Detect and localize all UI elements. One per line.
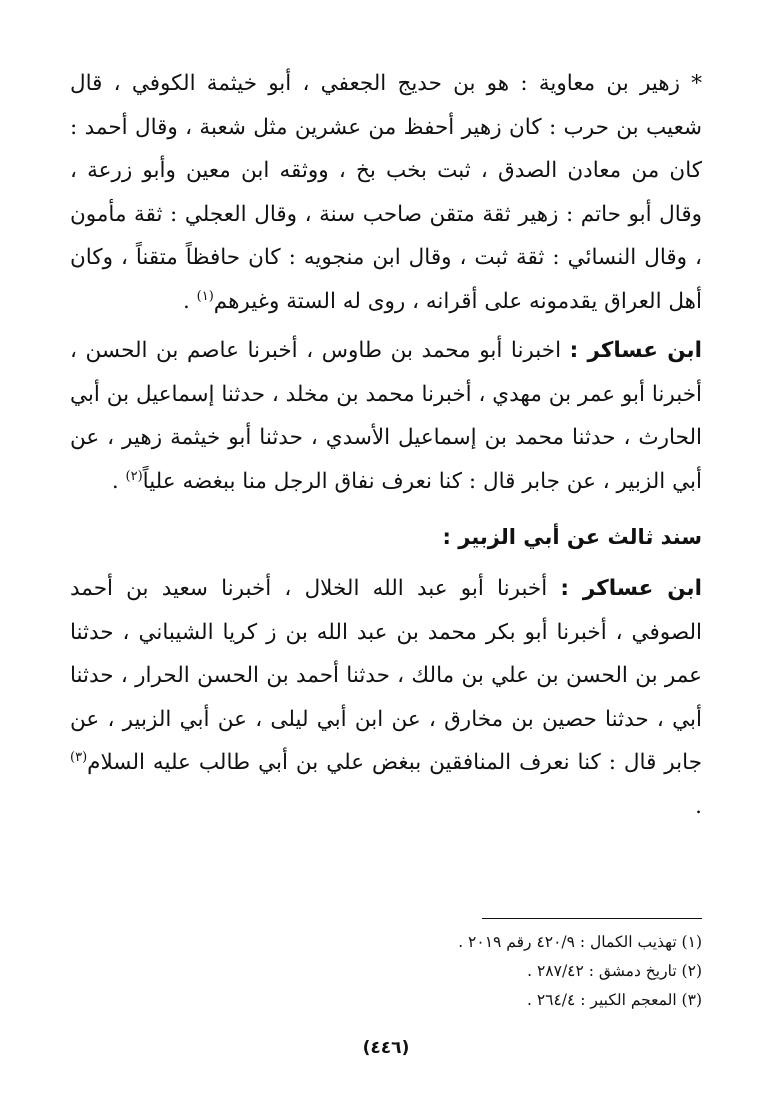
section-heading (70, 517, 702, 557)
footnote-divider (482, 918, 702, 919)
footnote-ref-2[interactable]: (٢) (125, 468, 143, 484)
source-label: ابن عساكر : (560, 576, 702, 601)
paragraph-text: * زهير بن معاوية : هو بن حديج الجعفي ، أبو خيثمة الكوفي ، قال شعيب بن حرب : كان زهير أحفظ من عشرين مثل شعبة ، وقال أحمد : كان من معادن الصدق ، ثبت بخب بخ ، ووثقه ابن معين وأبو زرعة ، وقال أبو حاتم : زهير ثقة متقن صاحب سنة ، وقال العجلي : ثقة مأمون ، وقال النسائي : ثقة ثبت ، وقال ابن منجويه : كان حافظاً متقناً ، وكان أهل العراق يقدمونه على أقرانه ، روى له الستة وغيرهم (70, 71, 702, 314)
footnote-2: (٢) تاريخ دمشق : ٢٨٧/٤٢ . (527, 962, 702, 980)
paragraph-chain-2 (70, 567, 702, 828)
footnote-ref-1[interactable]: (١) (196, 288, 214, 304)
footnote-1: (١) تهذيب الكمال : ٤٢٠/٩ رقم ٢٠١٩ . (458, 933, 702, 951)
paragraph-end: . (111, 468, 126, 494)
footnote-3: (٣) المعجم الكبير : ٢٦٤/٤ . (526, 991, 702, 1009)
source-label: ابن عساكر : (569, 338, 702, 363)
paragraph-end: . (182, 288, 197, 314)
page-body (70, 62, 702, 828)
section-heading-colon: : (442, 525, 459, 549)
paragraph-narrator-bio (70, 62, 702, 323)
paragraph-end: . (695, 793, 702, 819)
paragraph-text: أخبرنا أبو عبد الله الخلال ، أخبرنا سعيد بن أحمد الصوفي ، أخبرنا أبو بكر محمد بن عبد الله بن ز كريا الشيباني ، حدثنا عمر بن الحسن بن علي بن مالك ، حدثنا أحمد بن الحسن الحرار ، حدثنا أبي ، حدثنا حصين بن مخارق ، عن ابن أبي ليلى ، عن أبي الزبير ، عن جابر قال : كنا نعرف المنافقين ببغض علي بن أبي طالب عليه السلام (70, 576, 702, 775)
paragraph-chain-1 (70, 329, 702, 503)
paragraph-text: اخبرنا أبو محمد بن طاوس ، أخبرنا عاصم بن الحسن ، أخبرنا أبو عمر بن مهدي ، أخبرنا محمد بن مخلد ، حدثنا إسماعيل بن أبي الحارث ، حدثنا محمد بن إسماعيل الأسدي ، حدثنا أبو خيثمة زهير ، عن أبي الزبير ، عن جابر قال : كنا نعرف نفاق الرجل منا ببغضه علياً (70, 338, 702, 494)
section-heading-title: سند ثالث عن أبي الزبير (458, 525, 702, 549)
footnotes (70, 928, 702, 1015)
page-number: (٤٤٦) (362, 1038, 410, 1058)
footnote-ref-3[interactable]: (٣) (70, 749, 88, 765)
